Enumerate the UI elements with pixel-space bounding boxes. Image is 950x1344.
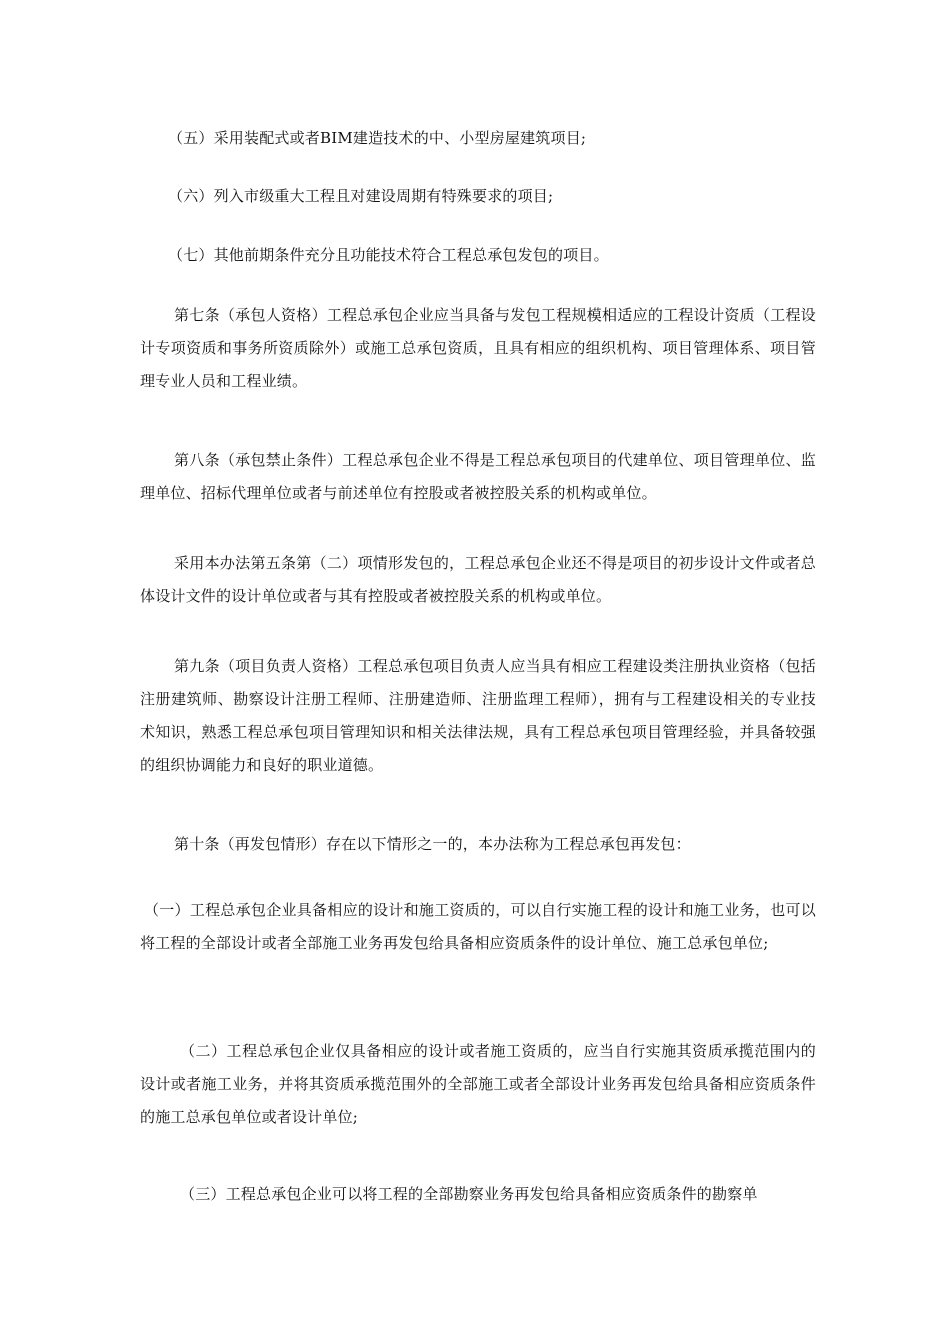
paragraph-item-6: （六）列入市级重大工程且对建设周期有特殊要求的项目; (168, 187, 554, 205)
paragraph-article-10-item-2: （二）工程总承包企业仅具备相应的设计或者施工资质的，应当自行实施其资质承揽范围内的设计或者施工业务，并将其资质承揽范围外的全部施工或者全部设计业务再发包给具备相应资质条件的施工总承包单位或者设计单位; (140, 1042, 816, 1126)
paragraph-item-7: （七）其他前期条件充分且功能技术符合工程总承包发包的项目。 (168, 246, 609, 264)
paragraph-article-8: 第八条（承包禁止条件）工程总承包企业不得是工程总承包项目的代建单位、项目管理单位、监理单位、招标代理单位或者与前述单位有控股或者被控股关系的机构或单位。 (140, 451, 816, 502)
paragraph-item-5: （五）采用装配式或者BIM建造技术的中、小型房屋建筑项目; (168, 129, 587, 147)
paragraph-article-9: 第九条（项目负责人资格）工程总承包项目负责人应当具有相应工程建设类注册执业资格（包括注册建筑师、勘察设计注册工程师、注册建造师、注册监理工程师），拥有与工程建设相关的专业技术知识，熟悉工程总承包项目管理知识和相关法律法规，具有工程总承包项目管理经验，并具备较强的组织协调能力和良好的职业道德。 (140, 657, 816, 774)
paragraph-article-7: 第七条（承包人资格）工程总承包企业应当具备与发包工程规模相适应的工程设计资质（工程设计专项资质和事务所资质除外）或施工总承包资质，且具有相应的组织机构、项目管理体系、项目管理专业人员和工程业绩。 (140, 306, 816, 390)
paragraph-article-10-item-3: （三）工程总承包企业可以将工程的全部勘察业务再发包给具备相应资质条件的勘察单 (180, 1185, 758, 1203)
paragraph-article-8-supplement: 采用本办法第五条第（二）项情形发包的，工程总承包企业还不得是项目的初步设计文件或者总体设计文件的设计单位或者与其有控股或者被控股关系的机构或单位。 (140, 554, 816, 605)
paragraph-article-10-item-1: （一）工程总承包企业具备相应的设计和施工资质的，可以自行实施工程的设计和施工业务，也可以将工程的全部设计或者全部施工业务再发包给具备相应资质条件的设计单位、施工总承包单位; (140, 901, 816, 952)
paragraph-article-10: 第十条（再发包情形）存在以下情形之一的，本办法称为工程总承包再发包： (174, 835, 691, 853)
